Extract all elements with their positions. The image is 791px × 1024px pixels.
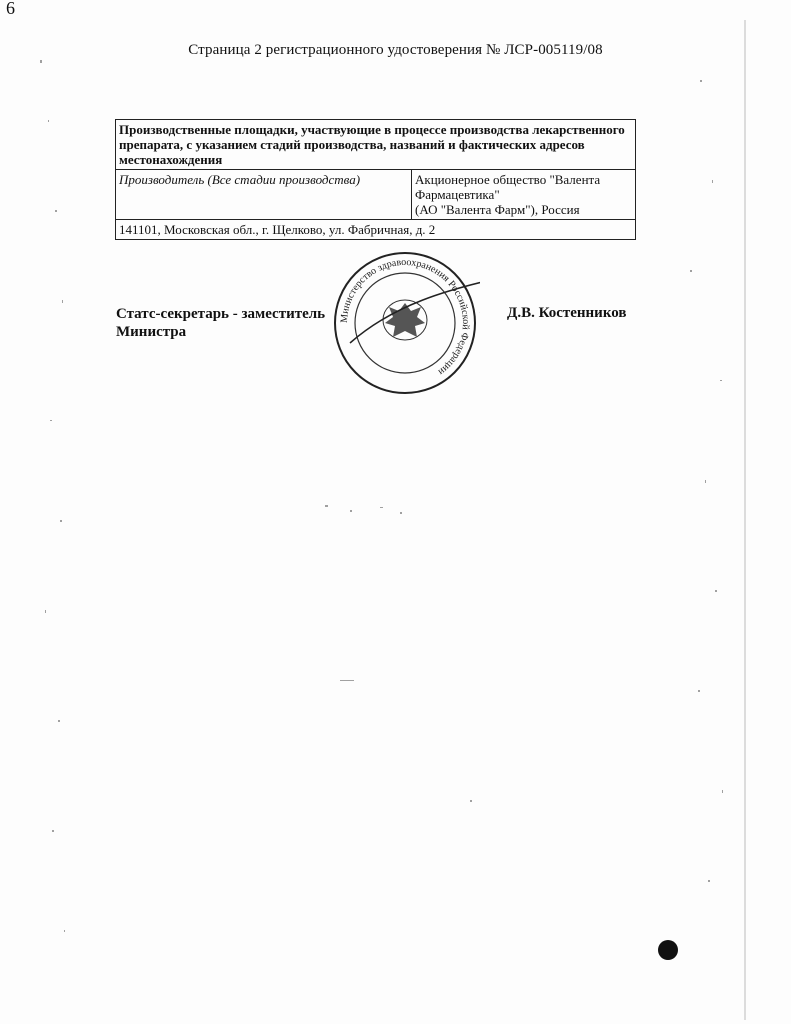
- stamp-text-path: Министерство здравоохранения Российской Федерации: [338, 256, 472, 378]
- punch-hole-icon: [658, 940, 678, 960]
- manufacturer-address: 141101, Московская обл., г. Щелково, ул. Фабричная, д. 2: [116, 220, 636, 240]
- page-header: Страница 2 регистрационного удостоверения № ЛСР-005119/08: [188, 42, 603, 58]
- manufacturer-name-line2: (АО "Валента Фарм"), Россия: [415, 202, 580, 217]
- manufacturer-role: Производитель (Все стадии производства): [116, 170, 412, 220]
- manufacturer-name-line1: Акционерное общество "Валента Фармацевтика": [415, 172, 601, 202]
- signatory-title-line1: Статс-секретарь - заместитель: [116, 306, 326, 322]
- table-caption: Производственные площадки, участвующие в процессе производства лекарственного препарата, с указанием стадий производства, названий и фактических адресов местонахождения: [116, 120, 636, 170]
- signatory-title-line2: Министра: [116, 324, 187, 340]
- page-corner-number: 6: [6, 0, 15, 18]
- signatory-name: Д.В. Костенников: [507, 305, 627, 321]
